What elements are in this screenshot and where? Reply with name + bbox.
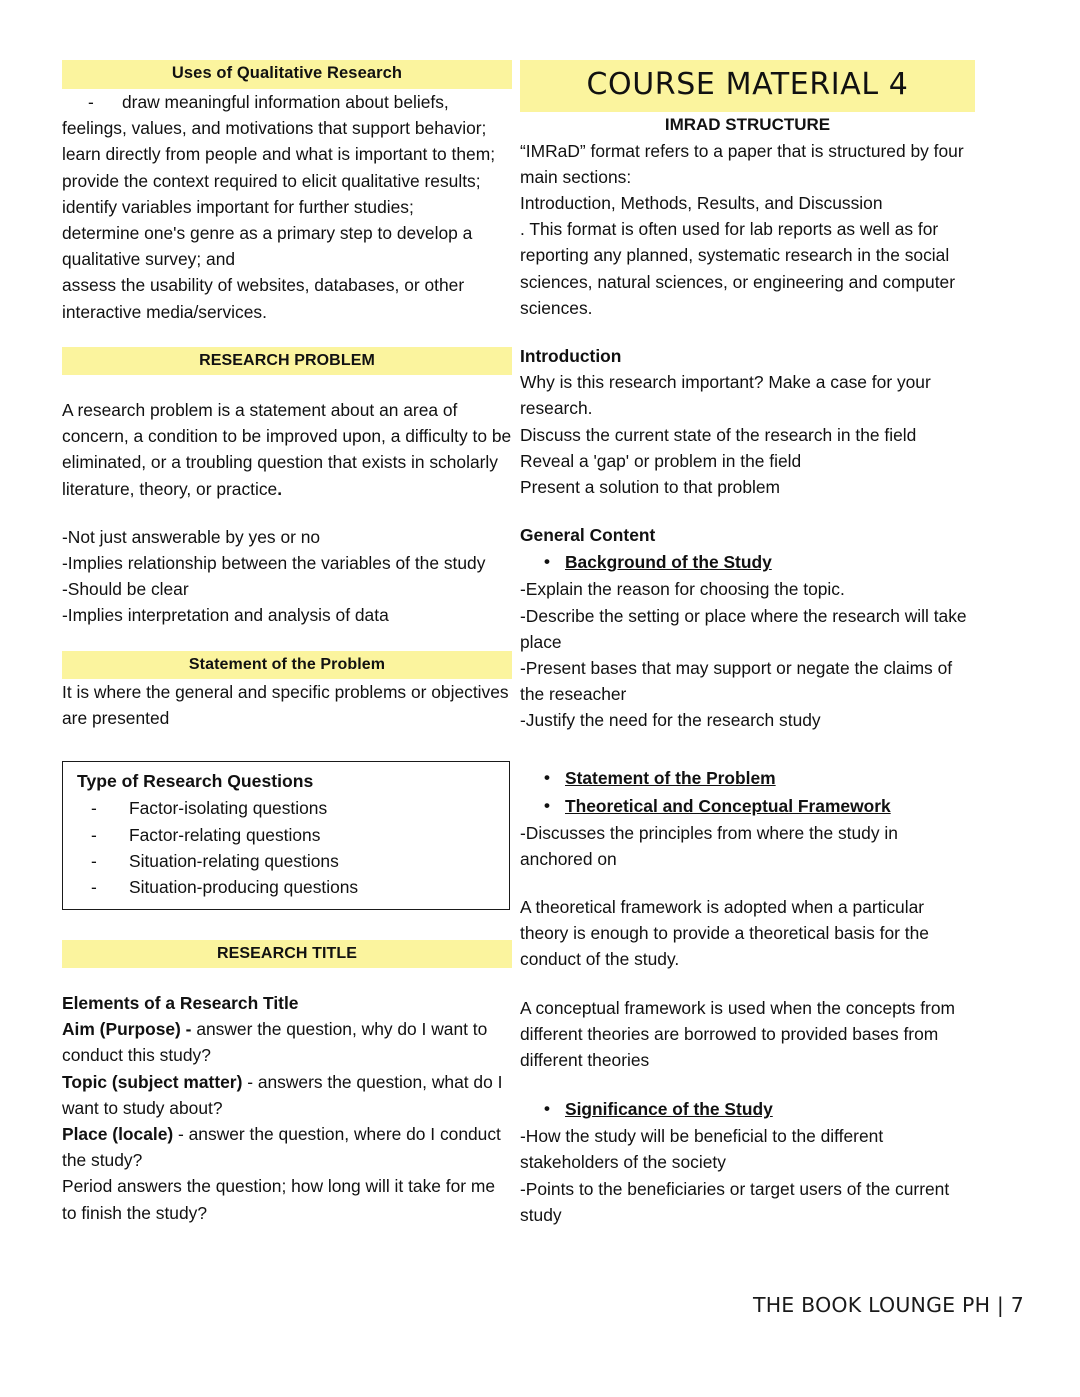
type-of-research-questions-box [62,761,510,910]
significance-line-0: -How the study will be beneficial to the different stakeholders of the society [520,1126,884,1173]
heading-uses-of-qualitative-research: Uses of Qualitative Research [62,60,512,89]
bullet-icon: • [544,767,550,787]
spacer [520,1073,975,1095]
uses-first-item-text: draw meaningful information about beliefs, feelings, values, and motivations that support behavior; learn directly from people and what is important to them; provide the context required to elicit qualitative results; [62,91,496,191]
introduction-line-1: Discuss the current state of the research in the field [520,424,917,445]
element-place-label: Place (locale) [62,1123,174,1144]
general-content-bullets-3 [520,1095,975,1123]
research-problem-text: A research problem is a statement about an area of concern, a condition to be improved upon, a difficulty to be eliminated, or a troubling question that exists in scholarly literature, theory, or practice [62,399,512,499]
bullet-icon: • [544,795,550,815]
qbox-title: Type of Research Questions [77,771,314,792]
uses-line-4: assess the usability of websites, databases, or other interactive media/services. [62,275,465,322]
general-content-bullets-2 [520,764,975,820]
bullet-significance-of-the-study [520,1095,975,1123]
rp-bullet-3: -Implies interpretation and analysis of data [62,605,389,626]
research-problem-paragraph [62,397,512,502]
imrad-paragraph-2: Introduction, Methods, Results, and Discussion [520,192,883,213]
heading-research-title: RESEARCH TITLE [62,940,512,968]
introduction-line-3: Present a solution to that problem [520,476,781,497]
rp-bullet-0: -Not just answerable by yes or no [62,526,321,547]
heading-research-problem: RESEARCH PROBLEM [62,347,512,375]
background-line-0: -Explain the reason for choosing the topic. [520,579,845,600]
bullet-label: Statement of the Problem [565,767,776,788]
dash-marker: - [91,877,97,898]
element-topic [62,1069,512,1121]
spacer [62,629,512,651]
bullet-icon: • [544,1099,550,1119]
left-column [0,0,512,1397]
bullet-theoretical-conceptual-framework [520,792,975,820]
uses-line-2: identify variables important for further studies; [62,196,414,217]
qbox-item-text: Factor-isolating questions [129,798,328,819]
imrad-structure-heading: IMRAD STRUCTURE [664,114,831,134]
element-topic-label: Topic (subject matter) [62,1071,243,1092]
conceptual-framework-paragraph: A conceptual framework is used when the concepts from different theories are borrowed to provided bases from different theories [520,997,955,1070]
spacer [520,734,975,764]
list-item [73,795,499,821]
research-problem-period: . [277,478,283,499]
theoretical-framework-paragraph: A theoretical framework is adopted when a particular theory is enough to provide a theoretical basis for the conduct of the study. [520,896,929,970]
bullet-icon: • [544,552,550,572]
element-aim-text: answer the question, why do I want to conduct this study? [62,1019,488,1066]
heading-statement-of-the-problem: Statement of the Problem [62,651,512,679]
imrad-paragraph-1: “IMRaD” format refers to a paper that is structured by four main sections: [520,140,964,187]
spacer [62,910,512,940]
general-content-heading: General Content [520,525,656,546]
list-item [73,822,499,848]
bullet-label: Significance of the Study [565,1099,773,1120]
background-line-3: -Justify the need for the research study [520,710,821,731]
spacer [62,325,512,347]
list-item [73,848,499,874]
right-column [512,0,1080,1397]
bullet-label: Theoretical and Conceptual Framework [565,795,891,816]
course-material-title: COURSE MATERIAL 4 [520,60,975,112]
rp-bullet-1: -Implies relationship between the variables of the study [62,552,486,573]
introduction-line-2: Reveal a 'gap' or problem in the field [520,450,802,471]
element-topic-text: - answers the question, what do I want to study about? [62,1071,503,1118]
introduction-line-0: Why is this research important? Make a case for your research. [520,372,931,419]
general-content-bullets-1 [520,548,975,576]
qbox-list [73,795,499,901]
list-item [73,874,499,900]
dash-marker: - [91,850,97,871]
imrad-paragraph-3: . This format is often used for lab reports as well as for reporting any planned, systematic research in the social sciences, natural sciences, or engineering and computer sciences. [520,219,956,318]
bullet-statement-of-the-problem [520,764,975,792]
element-aim-label: Aim (Purpose) - [62,1019,192,1040]
spacer [62,375,512,397]
qbox-item-text: Situation-producing questions [129,877,359,898]
theoretical-line: -Discusses the principles from where the study in anchored on [520,822,898,869]
dash-marker: - [91,798,97,819]
uses-first-item [62,89,512,194]
bullet-background-of-the-study [520,548,975,576]
background-line-1: -Describe the setting or place where the research will take place [520,605,967,652]
qbox-item-text: Factor-relating questions [129,824,321,845]
introduction-heading: Introduction [520,345,622,366]
dash-marker: - [88,91,94,112]
spacer [62,502,512,524]
statement-problem-paragraph: It is where the general and specific problems or objectives are presented [62,681,509,728]
spacer [520,321,975,343]
page-footer: THE BOOK LOUNGE PH | 7 [752,1292,1024,1317]
rp-bullet-2: -Should be clear [62,579,189,600]
element-period: Period answers the question; how long will it take for me to finish the study? [62,1176,496,1223]
bullet-label: Background of the Study [565,552,772,573]
element-aim [62,1016,512,1068]
dash-marker: - [91,824,97,845]
uses-line-3: determine one's genre as a primary step to develop a qualitative survey; and [62,222,473,270]
spacer [520,973,975,995]
element-place-text: - answer the question, where do I conduct the study? [62,1123,501,1171]
spacer [62,731,512,761]
element-place [62,1121,512,1173]
elements-of-research-title-heading: Elements of a Research Title [62,992,299,1013]
significance-line-1: -Points to the beneficiaries or target users of the current study [520,1178,950,1225]
spacer [62,968,512,990]
spacer [520,872,975,894]
spacer [520,500,975,522]
qbox-item-text: Situation-relating questions [129,850,339,871]
background-line-2: -Present bases that may support or negate the claims of the reseacher [520,657,953,705]
